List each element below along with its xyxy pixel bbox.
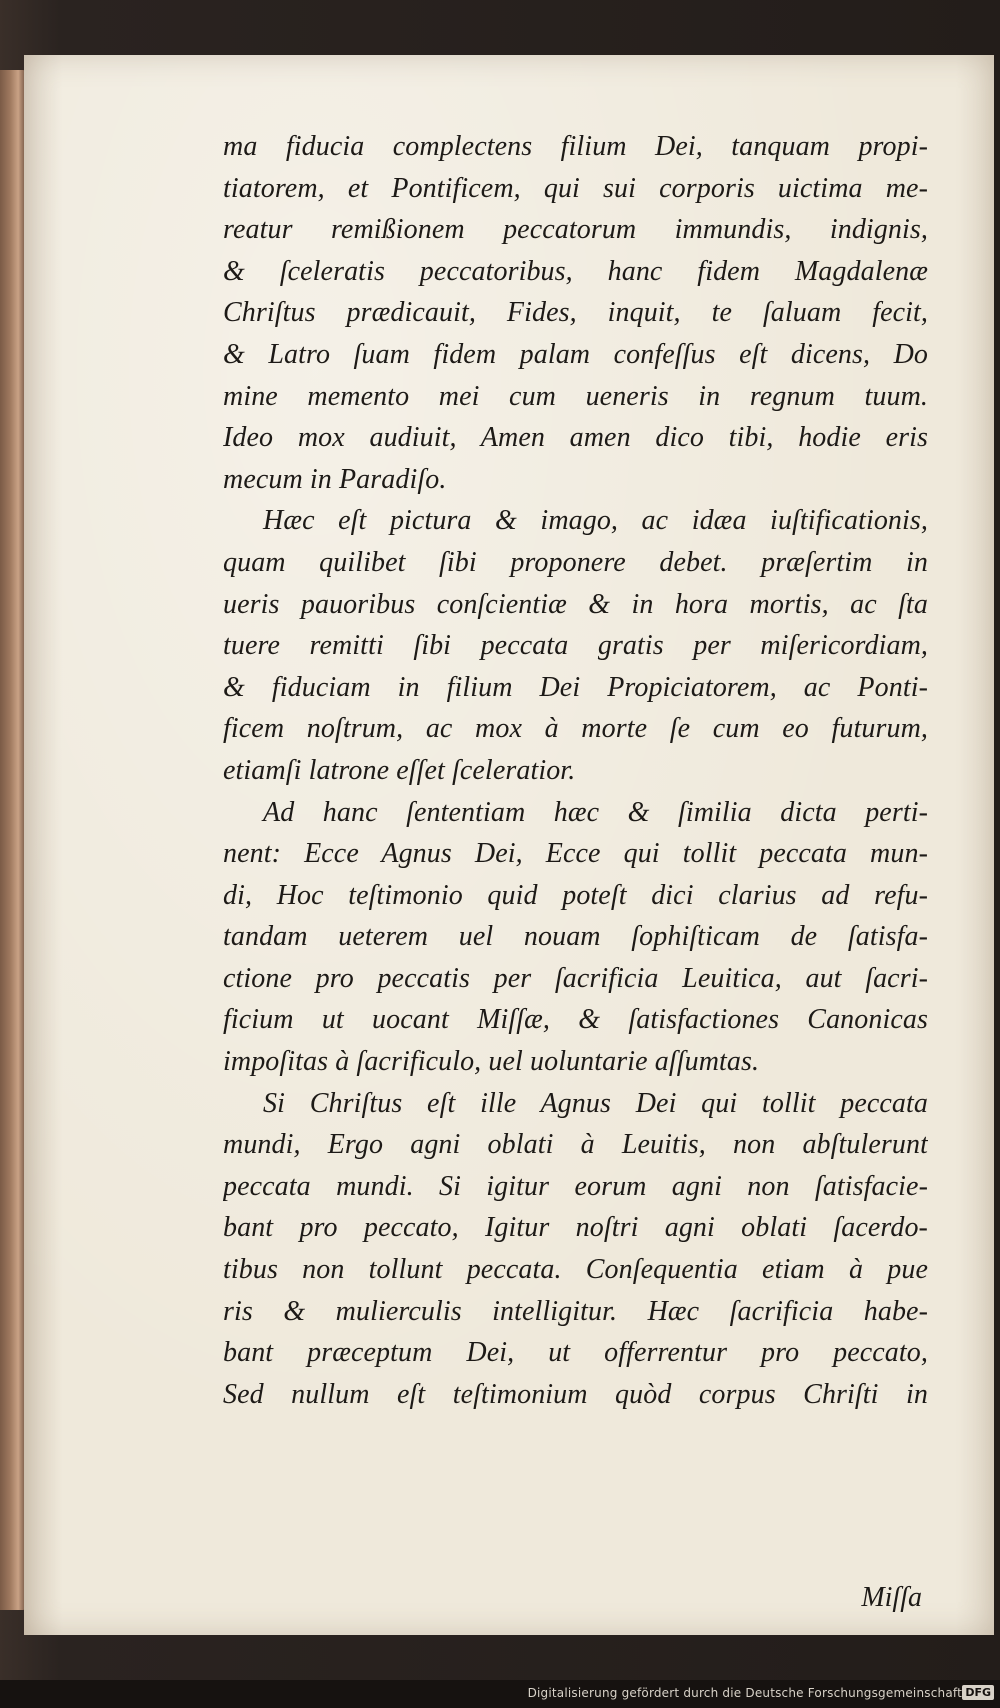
text-line: tibus non tollunt peccata. Conſequentia etiam à pue bbox=[223, 1254, 928, 1286]
text-line: Ad hanc ſententiam hæc & ſimilia dicta perti- bbox=[263, 796, 928, 828]
text-line: ma fiducia complectens filium Dei, tanquam propi- bbox=[223, 131, 928, 162]
text-line: ueris pauoribus conſcientiæ & in hora mortis, ac ſta bbox=[223, 588, 928, 620]
text-line: tandam ueterem uel nouam ſophiſticam de ſatisfa- bbox=[223, 921, 928, 953]
dfg-logo: DFG bbox=[962, 1685, 994, 1700]
text-line: ficium ut uocant Miſſæ, & ſatisfactiones Canonicas bbox=[223, 1004, 928, 1036]
text-line: mecum in Paradiſo. bbox=[223, 463, 447, 495]
page-body-text bbox=[223, 126, 928, 1415]
text-line: Hæc eſt pictura & imago, ac idæa iuſtificationis, bbox=[263, 505, 928, 537]
text-line: peccata mundi. Si igitur eorum agni non ſatisfacie- bbox=[223, 1170, 928, 1202]
text-line: nent: Ecce Agnus Dei, Ecce qui tollit peccata mun- bbox=[223, 838, 928, 870]
text-line: Ideo mox audiuit, Amen amen dico tibi, hodie eris bbox=[223, 422, 928, 454]
text-line: bant præceptum Dei, ut offerrentur pro peccato, bbox=[223, 1337, 928, 1369]
text-line: & fiduciam in filium Dei Propiciatorem, ac Ponti- bbox=[223, 671, 928, 703]
text-line: Sed nullum eſt teſtimonium quòd corpus Chriſti in bbox=[223, 1378, 928, 1410]
text-line: etiamſi latrone eſſet ſceleratior. bbox=[223, 754, 576, 786]
text-line: bant pro peccato, Igitur noſtri agni oblati ſacerdo- bbox=[223, 1212, 928, 1244]
text-line: ris & mulierculis intelligitur. Hæc ſacrificia habe- bbox=[223, 1295, 928, 1327]
text-line: Si Chriſtus eſt ille Agnus Dei qui tollit peccata bbox=[263, 1087, 928, 1119]
text-line: impoſitas à ſacrificulo, uel uoluntarie aſſumtas. bbox=[223, 1046, 760, 1078]
book-page-edges bbox=[0, 70, 26, 1610]
text-line: mine memento mei cum ueneris in regnum tuum. bbox=[223, 380, 928, 412]
text-line: tuere remitti ſibi peccata gratis per miſericordiam, bbox=[223, 630, 928, 662]
text-line: quam quilibet ſibi proponere debet. præſertim in bbox=[223, 546, 928, 578]
digitization-credit: Digitalisierung gefördert durch die Deutsche Forschungsgemeinschaft bbox=[527, 1686, 962, 1700]
text-line: mundi, Ergo agni oblati à Leuitis, non abſtulerunt bbox=[223, 1129, 928, 1161]
text-line: & ſceleratis peccatoribus, hanc fidem Magdalenæ bbox=[223, 255, 928, 287]
text-line: Chriſtus prædicauit, Fides, inquit, te ſaluam fecit, bbox=[223, 297, 928, 329]
text-line: reatur remißionem peccatorum immundis, indignis, bbox=[223, 214, 928, 246]
text-line: & Latro ſuam fidem palam confeſſus eſt dicens, Do bbox=[223, 338, 928, 370]
catchword: Miſſa bbox=[861, 1582, 922, 1613]
text-line: tiatorem, et Pontificem, qui sui corporis uictima me- bbox=[223, 172, 928, 204]
text-line: ficem noſtrum, ac mox à morte ſe cum eo futurum, bbox=[223, 713, 928, 745]
text-line: ctione pro peccatis per ſacrificia Leuitica, aut ſacri- bbox=[223, 962, 928, 994]
text-line: di, Hoc teſtimonio quid poteſt dici clarius ad refu- bbox=[223, 879, 928, 911]
